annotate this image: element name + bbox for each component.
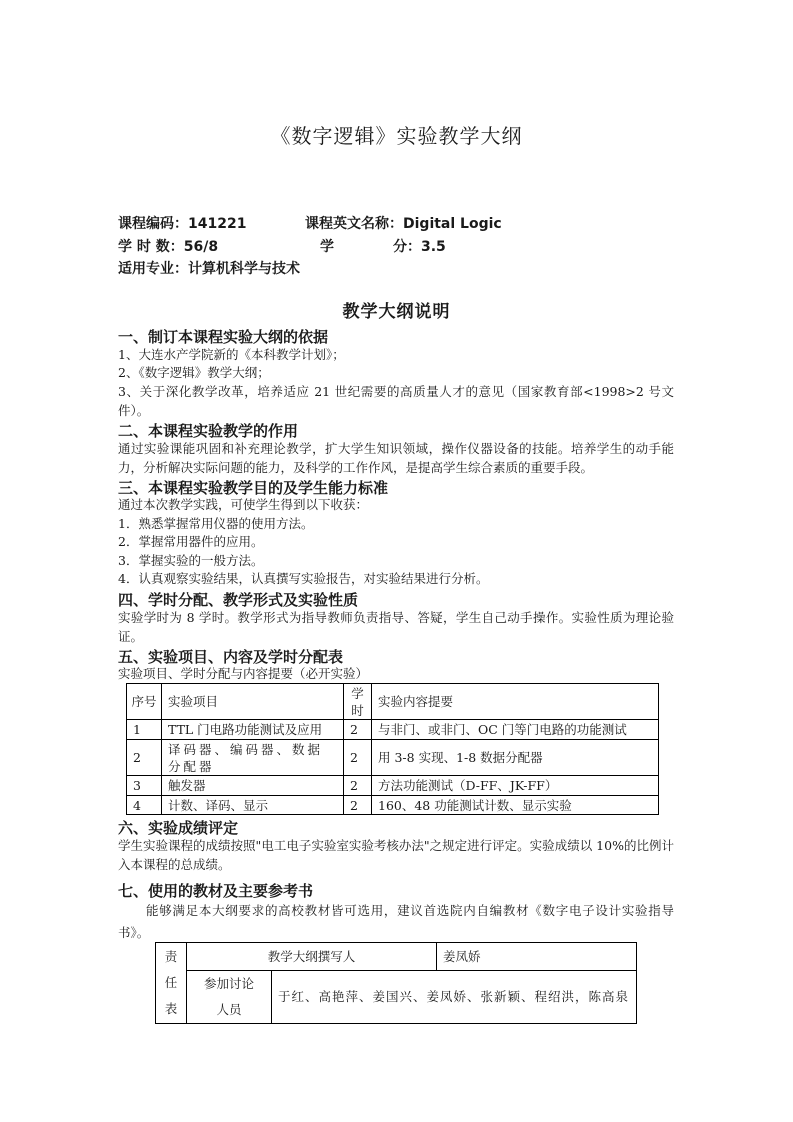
credit-row	[393, 236, 446, 256]
section-3-intro: 通过本次教学实践，可使学生得到以下收获：	[118, 497, 369, 512]
section-6-heading: 六、实验成绩评定	[118, 819, 239, 837]
section-7-text: 能够满足本大纲要求的高校教材皆可选用，建议首选院内自编教材《数字电子设计实验指导书》。	[118, 903, 674, 940]
course-code: 141221	[188, 216, 247, 232]
section-5-heading: 五、实验项目、内容及学时分配表	[118, 648, 344, 666]
section-3-item-2: 2．掌握常用器件的应用。	[118, 534, 264, 549]
row-hours: 2	[344, 796, 372, 815]
header-item: 实验项目	[162, 684, 344, 720]
responsibility-table	[155, 942, 637, 1024]
course-code-label: 课程编码：	[118, 216, 188, 232]
section-3-heading: 三、本课程实验教学目的及学生能力标准	[118, 479, 389, 497]
english-name: Digital Logic	[403, 216, 502, 232]
table-row	[127, 720, 659, 740]
hours-row	[118, 236, 218, 256]
writer-row	[156, 943, 637, 971]
outline-subtitle: 教学大纲说明	[342, 302, 451, 322]
section-6-text: 学生实验课程的成绩按照"电工电子实验室实验考核办法"之规定进行评定。实验成绩以 10%的比例计入本课程的总成绩。	[118, 838, 674, 872]
row-content: 与非门、或非门、OC 门等门电路的功能测试	[372, 720, 659, 740]
row-item: 触发器	[162, 776, 344, 796]
writer-name: 姜凤娇	[437, 943, 637, 971]
row-content: 160、48 功能测试计数、显示实验	[372, 796, 659, 815]
experiment-table	[126, 683, 659, 815]
major-row	[118, 258, 300, 278]
section-4-heading: 四、学时分配、教学形式及实验性质	[118, 591, 359, 609]
participants-list: 于红、高艳萍、姜国兴、姜凤娇、张新颖、程绍洪，陈高泉	[272, 971, 637, 1024]
section-4-text: 实验学时为 8 学时。教学形式为指导教师负责指导、答疑，学生自己动手操作。实验性质为理论验证。	[118, 610, 674, 644]
document-title: 《数字逻辑》实验教学大纲	[270, 124, 523, 148]
row-content: 方法功能测试（D-FF、JK-FF）	[372, 776, 659, 796]
row-item: 计数、译码、显示	[162, 796, 344, 815]
row-hours: 2	[344, 776, 372, 796]
participants-label: 参加讨论人员	[187, 971, 272, 1024]
credit-value: 3.5	[421, 239, 446, 255]
writer-label: 教学大纲撰写人	[187, 943, 437, 971]
table-header-row	[127, 684, 659, 720]
row-hours: 2	[344, 740, 372, 776]
section-7-heading: 七、使用的教材及主要参考书	[118, 882, 314, 900]
section-2-heading: 二、本课程实验教学的作用	[118, 422, 299, 440]
row-no: 1	[127, 720, 162, 740]
row-no: 3	[127, 776, 162, 796]
credit-label-2: 分：	[393, 239, 421, 255]
header-no: 序号	[127, 684, 162, 720]
responsibility-side-label: 责任表	[156, 943, 187, 1024]
section-1-line-1: 1、大连水产学院新的《本科教学计划》；	[118, 347, 345, 362]
table-caption: 实验项目、学时分配与内容提要（必开实验）	[118, 666, 369, 681]
english-name-row	[305, 213, 502, 233]
section-1-line-3: 3、关于深化教学改革，培养适应 21 世纪需要的高质量人才的意见（国家教育部<1998>2 号文件）。	[118, 384, 674, 418]
row-item: TTL 门电路功能测试及应用	[162, 720, 344, 740]
row-content: 用 3-8 实现、1-8 数据分配器	[372, 740, 659, 776]
participants-row	[156, 971, 637, 1024]
section-3-item-4: 4．认真观察实验结果，认真撰写实验报告，对实验结果进行分析。	[118, 571, 489, 586]
table-row	[127, 796, 659, 815]
table-row	[127, 776, 659, 796]
hours-label: 学 时 数：	[118, 239, 184, 255]
header-hours: 学时	[344, 684, 372, 720]
row-no: 2	[127, 740, 162, 776]
major-label: 适用专业：	[118, 261, 188, 277]
section-1-line-2: 2、《数字逻辑》教学大纲；	[118, 365, 270, 380]
section-2-text: 通过实验课能巩固和补充理论教学，扩大学生知识领域，操作仪器设备的技能。培养学生的动手能力，分析解决实际问题的能力，及科学的工作作风，是提高学生综合素质的重要手段。	[118, 441, 674, 475]
major-value: 计算机科学与技术	[188, 261, 300, 277]
course-code-row	[118, 213, 246, 233]
english-name-label: 课程英文名称：	[305, 216, 403, 232]
table-row	[127, 740, 659, 776]
header-content: 实验内容提要	[372, 684, 659, 720]
section-3-item-1: 1．熟悉掌握常用仪器的使用方法。	[118, 516, 314, 531]
row-no: 4	[127, 796, 162, 815]
row-item: 译码器、编码器、数据分配器	[162, 740, 344, 776]
row-hours: 2	[344, 720, 372, 740]
credit-label-1: 学	[320, 239, 334, 255]
hours-value: 56/8	[183, 239, 219, 255]
section-3-item-3: 3．掌握实验的一般方法。	[118, 553, 264, 568]
section-1-heading: 一、制订本课程实验大纲的依据	[118, 328, 329, 346]
